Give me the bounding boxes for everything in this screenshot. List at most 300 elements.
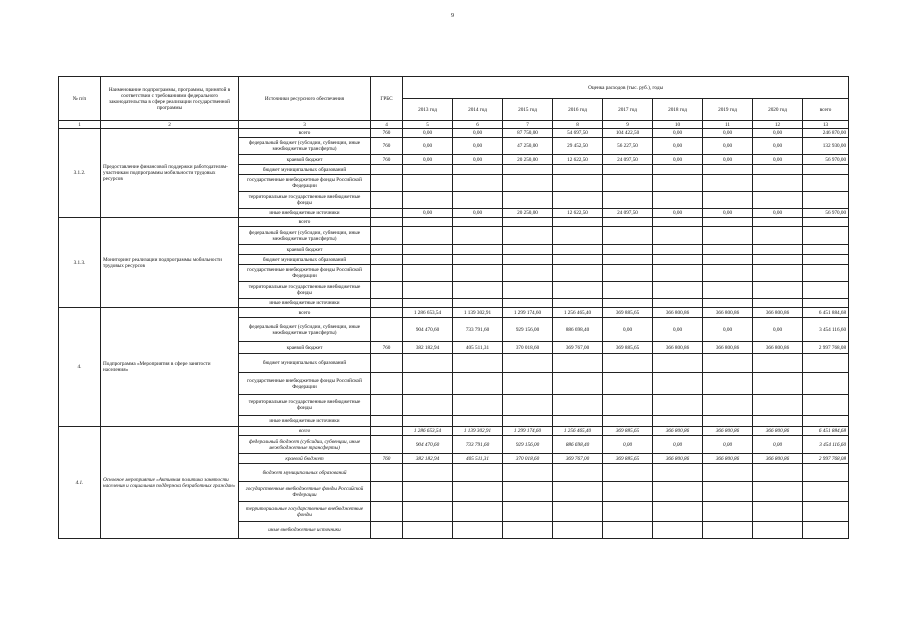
amount-cell xyxy=(553,245,603,255)
amount-cell xyxy=(603,255,653,265)
amount-total: 3 454 116,60 xyxy=(803,436,849,454)
grbs-code: 760 xyxy=(371,138,403,155)
grbs-code: 760 xyxy=(371,129,403,138)
funding-source: государственные внебюджетные фонды Российской Федерации xyxy=(239,175,371,192)
amount-total xyxy=(803,416,849,427)
table-row xyxy=(59,129,849,138)
amount-cell xyxy=(753,282,803,299)
amount-cell: 0,00 xyxy=(653,129,703,138)
amount-cell: 1 256 465,40 xyxy=(553,308,603,318)
header-year: 2018 год xyxy=(653,99,703,121)
amount-cell xyxy=(503,464,553,482)
amount-cell xyxy=(503,245,553,255)
header-name: Наименование подпрограммы, программы, принятой в соответствии с требованиями федерального законодательства в сфере реализации государственной программы xyxy=(101,77,239,121)
amount-cell xyxy=(753,218,803,227)
funding-source: территориальные государственные внебюджетные фонды xyxy=(239,395,371,416)
amount-cell xyxy=(603,354,653,373)
amount-cell xyxy=(403,227,453,245)
amount-cell xyxy=(753,255,803,265)
grbs-code xyxy=(371,175,403,192)
amount-cell: 405 511,31 xyxy=(453,454,503,464)
column-number: 10 xyxy=(653,121,703,129)
item-name: Предоставление финансовой поддержки работодателям-участникам подпрограммы мобильности трудовых ресурсов xyxy=(101,129,239,218)
grbs-code xyxy=(371,299,403,308)
amount-cell: 0,00 xyxy=(703,436,753,454)
amount-total xyxy=(803,373,849,395)
amount-cell: 29 452,50 xyxy=(553,138,603,155)
amount-cell: 733 791,60 xyxy=(453,318,503,342)
amount-cell xyxy=(603,416,653,427)
amount-cell: 0,00 xyxy=(653,318,703,342)
grbs-code xyxy=(371,416,403,427)
amount-cell xyxy=(553,395,603,416)
funding-source: иные внебюджетные источники xyxy=(239,522,371,539)
amount-cell: 12 622,50 xyxy=(553,209,603,218)
amount-cell: 369 767,00 xyxy=(553,342,603,354)
funding-source: иные внебюджетные источники xyxy=(239,209,371,218)
amount-cell: 0,00 xyxy=(453,138,503,155)
amount-total xyxy=(803,299,849,308)
amount-cell xyxy=(503,416,553,427)
amount-cell xyxy=(753,482,803,502)
amount-cell xyxy=(603,227,653,245)
amount-cell xyxy=(453,175,503,192)
column-number: 2 xyxy=(101,121,239,129)
amount-total xyxy=(803,218,849,227)
amount-cell xyxy=(753,245,803,255)
amount-cell xyxy=(453,502,503,522)
amount-cell xyxy=(753,502,803,522)
amount-cell: 0,00 xyxy=(753,318,803,342)
amount-cell xyxy=(703,227,753,245)
amount-cell: 369 767,00 xyxy=(553,454,603,464)
amount-cell: 0,00 xyxy=(703,155,753,165)
amount-total xyxy=(803,502,849,522)
item-name: Мониторинг реализации подпрограммы мобильности трудовых ресурсов xyxy=(101,218,239,308)
amount-cell xyxy=(453,255,503,265)
column-number: 8 xyxy=(553,121,603,129)
funding-source: бюджет муниципальных образований xyxy=(239,354,371,373)
amount-cell: 54 697,50 xyxy=(553,129,603,138)
amount-cell: 0,00 xyxy=(653,155,703,165)
amount-cell xyxy=(653,464,703,482)
header-grbs: ГРБС xyxy=(371,77,403,121)
amount-cell: 369 885,65 xyxy=(603,427,653,436)
amount-cell xyxy=(753,192,803,209)
amount-total: 6 451 884,68 xyxy=(803,427,849,436)
amount-cell: 369 885,65 xyxy=(603,454,653,464)
amount-total: 3 454 116,60 xyxy=(803,318,849,342)
funding-source: бюджет муниципальных образований xyxy=(239,464,371,482)
amount-cell xyxy=(603,218,653,227)
amount-cell xyxy=(453,354,503,373)
amount-cell: 0,00 xyxy=(403,209,453,218)
amount-cell xyxy=(753,175,803,192)
amount-cell: 0,00 xyxy=(653,436,703,454)
item-name: Подпрограмма «Мероприятия в сфере занятости населения» xyxy=(101,308,239,427)
amount-cell xyxy=(703,255,753,265)
table-row xyxy=(59,218,849,227)
amount-cell xyxy=(653,192,703,209)
amount-total xyxy=(803,482,849,502)
amount-cell: 12 622,50 xyxy=(553,155,603,165)
amount-cell xyxy=(603,299,653,308)
funding-source: всего xyxy=(239,308,371,318)
column-number: 3 xyxy=(239,121,371,129)
amount-total: 132 930,00 xyxy=(803,138,849,155)
amount-cell xyxy=(703,395,753,416)
amount-cell xyxy=(453,265,503,282)
amount-cell xyxy=(503,299,553,308)
amount-cell: 369 885,65 xyxy=(603,308,653,318)
amount-cell xyxy=(403,165,453,175)
amount-cell: 366 800,86 xyxy=(703,454,753,464)
amount-cell xyxy=(653,245,703,255)
amount-cell: 24 097,50 xyxy=(603,155,653,165)
amount-cell xyxy=(553,192,603,209)
item-name: Основное мероприятие «Активная политика занятости населения и социальная поддержка безработных граждан» xyxy=(101,427,239,539)
amount-cell: 0,00 xyxy=(753,138,803,155)
amount-cell xyxy=(503,522,553,539)
amount-cell xyxy=(403,395,453,416)
amount-cell: 20 250,00 xyxy=(503,155,553,165)
amount-cell xyxy=(603,192,653,209)
header-year: 2016 год xyxy=(553,99,603,121)
grbs-code: 760 xyxy=(371,342,403,354)
amount-total: 2 997 768,08 xyxy=(803,454,849,464)
amount-cell xyxy=(753,464,803,482)
amount-cell xyxy=(403,502,453,522)
amount-cell xyxy=(653,395,703,416)
amount-cell xyxy=(503,218,553,227)
amount-cell: 104 422,50 xyxy=(603,129,653,138)
amount-cell xyxy=(503,265,553,282)
amount-cell xyxy=(703,192,753,209)
amount-cell xyxy=(553,416,603,427)
amount-total: 6 451 884,68 xyxy=(803,308,849,318)
amount-cell xyxy=(403,245,453,255)
amount-cell xyxy=(553,464,603,482)
amount-cell: 0,00 xyxy=(703,209,753,218)
grbs-code xyxy=(371,464,403,482)
amount-cell: 382 182,94 xyxy=(403,454,453,464)
amount-cell xyxy=(503,373,553,395)
funding-source: бюджет муниципальных образований xyxy=(239,165,371,175)
grbs-code xyxy=(371,255,403,265)
header-year-total: всего xyxy=(803,99,849,121)
amount-cell: 0,00 xyxy=(403,129,453,138)
grbs-code xyxy=(371,436,403,454)
amount-cell xyxy=(703,522,753,539)
amount-cell xyxy=(603,165,653,175)
amount-cell: 1 139 302,91 xyxy=(453,308,503,318)
grbs-code xyxy=(371,395,403,416)
amount-cell: 0,00 xyxy=(653,209,703,218)
amount-cell xyxy=(753,299,803,308)
amount-cell: 0,00 xyxy=(453,155,503,165)
amount-cell xyxy=(453,245,503,255)
amount-cell xyxy=(453,416,503,427)
amount-cell xyxy=(703,265,753,282)
header-year: 2015 год xyxy=(503,99,553,121)
amount-cell: 929 156,00 xyxy=(503,318,553,342)
funding-source: территориальные государственные внебюджетные фонды xyxy=(239,192,371,209)
amount-total xyxy=(803,175,849,192)
amount-cell: 366 800,86 xyxy=(703,427,753,436)
header-num: № п/п xyxy=(59,77,101,121)
amount-cell xyxy=(453,373,503,395)
amount-cell xyxy=(553,265,603,282)
grbs-code xyxy=(371,282,403,299)
amount-total xyxy=(803,227,849,245)
grbs-code xyxy=(371,218,403,227)
amount-cell xyxy=(603,175,653,192)
amount-total xyxy=(803,255,849,265)
column-number: 1 xyxy=(59,121,101,129)
amount-cell xyxy=(403,282,453,299)
amount-cell xyxy=(553,482,603,502)
amount-cell xyxy=(753,395,803,416)
amount-cell: 0,00 xyxy=(603,318,653,342)
amount-cell xyxy=(653,373,703,395)
amount-cell xyxy=(553,165,603,175)
amount-cell: 366 800,86 xyxy=(703,308,753,318)
amount-total xyxy=(803,395,849,416)
amount-total xyxy=(803,165,849,175)
funding-source: бюджет муниципальных образований xyxy=(239,255,371,265)
amount-cell xyxy=(703,245,753,255)
funding-source: федеральный бюджет (субсидии, субвенции, иные межбюджетные трансферты) xyxy=(239,318,371,342)
amount-cell: 370 018,60 xyxy=(503,454,553,464)
column-number: 12 xyxy=(753,121,803,129)
funding-source: краевой бюджет xyxy=(239,342,371,354)
header-year: 2020 год xyxy=(753,99,803,121)
amount-cell xyxy=(753,373,803,395)
header-estimate: Оценка расходов (тыс. руб.), годы xyxy=(403,77,849,99)
page-number: 9 xyxy=(451,13,454,19)
amount-total: 2 997 768,08 xyxy=(803,342,849,354)
amount-cell: 405 511,31 xyxy=(453,342,503,354)
header-year: 2017 год xyxy=(603,99,653,121)
amount-cell xyxy=(653,165,703,175)
amount-cell: 733 791,60 xyxy=(453,436,503,454)
amount-cell xyxy=(453,522,503,539)
amount-cell xyxy=(503,395,553,416)
amount-cell xyxy=(403,299,453,308)
amount-cell xyxy=(753,354,803,373)
amount-cell: 47 250,00 xyxy=(503,138,553,155)
amount-cell xyxy=(503,354,553,373)
funding-source: федеральный бюджет (субсидии, субвенции, иные межбюджетные трансферты) xyxy=(239,138,371,155)
funding-source: федеральный бюджет (субсидии, субвенции, иные межбюджетные трансферты) xyxy=(239,227,371,245)
funding-source: краевой бюджет xyxy=(239,245,371,255)
amount-cell xyxy=(653,354,703,373)
amount-cell xyxy=(553,373,603,395)
amount-cell xyxy=(703,218,753,227)
table-row xyxy=(59,308,849,318)
amount-cell: 0,00 xyxy=(703,138,753,155)
amount-cell xyxy=(603,482,653,502)
amount-cell: 87 750,00 xyxy=(503,129,553,138)
item-number: 4.1. xyxy=(59,427,101,539)
amount-cell xyxy=(703,416,753,427)
grbs-code xyxy=(371,522,403,539)
amount-cell xyxy=(503,227,553,245)
amount-cell xyxy=(703,502,753,522)
amount-cell xyxy=(703,175,753,192)
amount-cell xyxy=(553,522,603,539)
amount-cell: 382 182,94 xyxy=(403,342,453,354)
amount-cell xyxy=(703,165,753,175)
grbs-code xyxy=(371,308,403,318)
amount-cell: 366 800,86 xyxy=(753,454,803,464)
amount-cell xyxy=(603,464,653,482)
amount-cell: 366 800,86 xyxy=(753,308,803,318)
amount-cell xyxy=(403,175,453,192)
amount-total xyxy=(803,464,849,482)
amount-cell xyxy=(603,395,653,416)
amount-cell xyxy=(503,165,553,175)
amount-cell xyxy=(603,522,653,539)
amount-cell xyxy=(453,464,503,482)
amount-cell: 0,00 xyxy=(603,436,653,454)
amount-cell xyxy=(453,192,503,209)
amount-cell: 886 698,40 xyxy=(553,436,603,454)
amount-cell xyxy=(653,255,703,265)
amount-cell: 0,00 xyxy=(753,129,803,138)
amount-cell xyxy=(753,522,803,539)
amount-cell: 366 800,86 xyxy=(653,427,703,436)
amount-cell: 1 286 653,54 xyxy=(403,308,453,318)
amount-cell xyxy=(653,299,703,308)
amount-cell xyxy=(453,165,503,175)
amount-cell: 1 286 653,54 xyxy=(403,427,453,436)
grbs-code xyxy=(371,354,403,373)
amount-cell: 1 299 174,60 xyxy=(503,308,553,318)
funding-source: краевой бюджет xyxy=(239,454,371,464)
grbs-code xyxy=(371,427,403,436)
amount-total: 56 970,00 xyxy=(803,155,849,165)
amount-cell: 904 470,60 xyxy=(403,436,453,454)
amount-cell: 370 018,60 xyxy=(503,342,553,354)
funding-source: территориальные государственные внебюджетные фонды xyxy=(239,502,371,522)
amount-cell xyxy=(753,165,803,175)
grbs-code xyxy=(371,245,403,255)
funding-source: федеральный бюджет (субсидии, субвенции, иные межбюджетные трансферты) xyxy=(239,436,371,454)
amount-total: 246 870,00 xyxy=(803,129,849,138)
amount-cell: 0,00 xyxy=(403,155,453,165)
amount-cell xyxy=(653,416,703,427)
amount-cell: 0,00 xyxy=(403,138,453,155)
column-number-row xyxy=(59,121,849,129)
amount-cell: 1 139 302,91 xyxy=(453,427,503,436)
grbs-code xyxy=(371,373,403,395)
amount-total xyxy=(803,522,849,539)
funding-source: государственные внебюджетные фонды Российской Федерации xyxy=(239,265,371,282)
amount-cell xyxy=(403,522,453,539)
grbs-code xyxy=(371,265,403,282)
amount-cell: 1 299 174,60 xyxy=(503,427,553,436)
amount-cell: 929 156,00 xyxy=(503,436,553,454)
amount-cell xyxy=(503,175,553,192)
amount-cell: 0,00 xyxy=(753,209,803,218)
amount-cell xyxy=(553,354,603,373)
amount-cell xyxy=(653,218,703,227)
amount-cell xyxy=(653,175,703,192)
amount-cell xyxy=(703,299,753,308)
amount-cell xyxy=(603,373,653,395)
column-number: 4 xyxy=(371,121,403,129)
amount-total: 56 970,00 xyxy=(803,209,849,218)
amount-cell xyxy=(703,282,753,299)
funding-source: всего xyxy=(239,427,371,436)
amount-cell xyxy=(403,192,453,209)
column-number: 5 xyxy=(403,121,453,129)
amount-total xyxy=(803,245,849,255)
amount-cell: 366 800,86 xyxy=(753,427,803,436)
grbs-code xyxy=(371,165,403,175)
amount-cell xyxy=(453,218,503,227)
amount-cell xyxy=(503,282,553,299)
budget-table xyxy=(58,76,849,539)
column-number: 6 xyxy=(453,121,503,129)
amount-total xyxy=(803,282,849,299)
amount-cell xyxy=(453,299,503,308)
amount-cell xyxy=(603,282,653,299)
amount-cell xyxy=(703,354,753,373)
header-year: 2013 год xyxy=(403,99,453,121)
grbs-code: 760 xyxy=(371,155,403,165)
grbs-code xyxy=(371,227,403,245)
amount-cell xyxy=(453,282,503,299)
amount-cell xyxy=(603,245,653,255)
amount-cell xyxy=(703,373,753,395)
amount-cell xyxy=(403,464,453,482)
amount-cell: 366 800,86 xyxy=(703,342,753,354)
grbs-code xyxy=(371,482,403,502)
column-number: 7 xyxy=(503,121,553,129)
funding-source: краевой бюджет xyxy=(239,155,371,165)
amount-cell xyxy=(403,354,453,373)
item-number: 3.1.3. xyxy=(59,218,101,308)
amount-cell xyxy=(753,265,803,282)
header-year: 2019 год xyxy=(703,99,753,121)
amount-cell: 366 800,86 xyxy=(653,454,703,464)
item-number: 4. xyxy=(59,308,101,427)
amount-cell: 904 470,60 xyxy=(403,318,453,342)
amount-cell xyxy=(453,227,503,245)
table-body xyxy=(59,77,849,539)
amount-cell xyxy=(503,255,553,265)
amount-cell: 886 698,40 xyxy=(553,318,603,342)
amount-cell xyxy=(703,482,753,502)
header-row xyxy=(59,77,849,99)
amount-cell: 0,00 xyxy=(703,129,753,138)
amount-cell xyxy=(653,227,703,245)
amount-cell xyxy=(553,227,603,245)
amount-cell xyxy=(553,175,603,192)
funding-source: всего xyxy=(239,129,371,138)
funding-source: территориальные государственные внебюджетные фонды xyxy=(239,282,371,299)
amount-cell: 0,00 xyxy=(453,209,503,218)
amount-cell: 366 800,86 xyxy=(753,342,803,354)
amount-cell xyxy=(453,482,503,502)
amount-cell xyxy=(453,395,503,416)
table-row xyxy=(59,427,849,436)
column-number: 13 xyxy=(803,121,849,129)
amount-cell xyxy=(403,482,453,502)
amount-total xyxy=(803,192,849,209)
